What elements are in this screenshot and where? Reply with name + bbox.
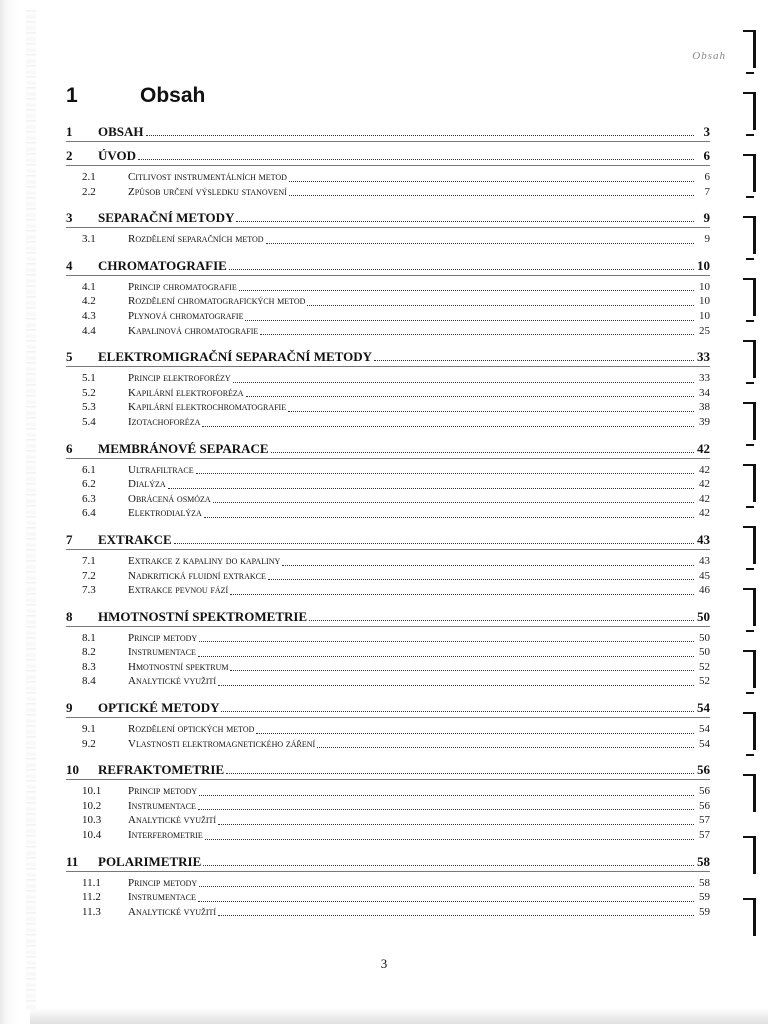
binding-tab-mark: [746, 568, 754, 570]
toc-section-title: Instrumentace: [128, 646, 196, 659]
toc-chapter-page: 50: [697, 608, 710, 624]
binding-tab: [743, 278, 756, 316]
toc-section-number: 4.2: [82, 295, 96, 308]
toc-dot-leader: [199, 641, 694, 642]
toc-section-number: 7.3: [82, 584, 96, 597]
toc-section-title: Obrácená osmóza: [128, 492, 211, 505]
toc-divider: [66, 275, 710, 276]
toc-section-number: 3.1: [82, 233, 96, 246]
toc-section-title: Princip elektroforézy: [128, 372, 231, 385]
toc-section-number: 5.2: [82, 386, 96, 399]
toc-section[interactable]: [66, 660, 710, 675]
toc-section[interactable]: [66, 905, 710, 920]
toc-section-page: 38: [699, 401, 710, 414]
toc-dot-leader: [268, 579, 694, 580]
toc-dot-leader: [199, 795, 694, 796]
toc-dot-leader: [236, 221, 694, 222]
scan-bottom-edge: [30, 1008, 768, 1024]
toc-section-title: Rozdělení chromatografických metod: [128, 295, 306, 308]
toc-section[interactable]: [66, 554, 710, 569]
toc-divider: [66, 141, 710, 142]
toc-chapter-number: 6: [66, 440, 73, 456]
binding-tab-mark: [746, 72, 754, 74]
toc-dot-leader: [282, 565, 694, 566]
toc-section-number: 10.1: [82, 785, 102, 798]
toc-section-page: 7: [704, 185, 710, 198]
toc-dot-leader: [289, 181, 694, 182]
toc-section-number: 5.4: [82, 415, 96, 428]
table-of-contents: [66, 118, 710, 924]
toc-divider: [66, 227, 710, 228]
page-title-number: 1: [66, 84, 78, 107]
toc-section-number: 10.2: [82, 799, 102, 812]
toc-section-page: 43: [699, 554, 710, 567]
toc-chapter[interactable]: [66, 148, 710, 163]
toc-gap: [66, 338, 710, 343]
toc-chapter[interactable]: [66, 258, 710, 273]
toc-section-title: Princip chromatografie: [128, 280, 237, 293]
binding-tab-mark: [746, 382, 754, 384]
toc-section-number: 4.1: [82, 280, 96, 293]
toc-section-title: Interferometrie: [128, 829, 203, 842]
toc-chapter-number: 8: [66, 608, 73, 624]
binding-tab: [743, 402, 756, 440]
toc-section-number: 7.2: [82, 569, 96, 582]
binding-tab-mark: [746, 134, 754, 136]
toc-section-page: 57: [699, 814, 710, 827]
toc-section[interactable]: [66, 386, 710, 401]
toc-section-number: 11.2: [82, 891, 101, 904]
binding-tab: [743, 650, 756, 688]
toc-section[interactable]: [66, 185, 710, 200]
toc-section[interactable]: [66, 492, 710, 507]
toc-dot-leader: [239, 290, 694, 291]
toc-section-title: Elektrodialýza: [128, 507, 202, 520]
binding-tab: [743, 464, 756, 502]
binding-tab-mark: [746, 258, 754, 260]
toc-section-page: 57: [699, 829, 710, 842]
binding-tab-mark: [746, 692, 754, 694]
toc-section[interactable]: [66, 631, 710, 646]
toc-divider: [66, 165, 710, 166]
toc-section-page: 10: [699, 309, 710, 322]
toc-section-number: 8.3: [82, 660, 96, 673]
toc-section-page: 56: [699, 785, 710, 798]
toc-section-title: Princip metody: [128, 876, 198, 889]
toc-section-page: 25: [699, 324, 710, 337]
toc-chapter-number: 3: [66, 210, 73, 226]
toc-chapter[interactable]: [66, 441, 710, 456]
toc-section-number: 6.2: [82, 478, 96, 491]
page-number: 3: [380, 956, 388, 971]
toc-section-title: Rozdělení separačních metod: [128, 233, 264, 246]
toc-section-number: 10.3: [82, 814, 102, 827]
toc-section-page: 52: [699, 675, 710, 688]
toc-dot-leader: [230, 670, 694, 671]
toc-section-title: Instrumentace: [128, 891, 196, 904]
toc-gap: [66, 247, 710, 252]
toc-section-page: 54: [699, 737, 710, 750]
toc-section-title: Citlivost instrumentálních metod: [128, 171, 287, 183]
toc-section[interactable]: [66, 737, 710, 752]
toc-chapter-title: EXTRAKCE: [98, 531, 172, 547]
toc-chapter-title: SEPARAČNÍ METODY: [98, 210, 235, 226]
toc-section-page: 42: [699, 463, 710, 476]
toc-chapter-number: 4: [66, 257, 73, 273]
toc-chapter-number: 1: [66, 124, 73, 139]
binding-tab-mark: [746, 320, 754, 322]
toc-section-title: Analytické využití: [128, 814, 217, 827]
toc-dot-leader: [174, 543, 694, 544]
toc-chapter[interactable]: [66, 762, 710, 777]
toc-section-page: 39: [699, 415, 710, 428]
toc-section[interactable]: [66, 415, 710, 430]
toc-section[interactable]: [66, 799, 710, 814]
toc-section[interactable]: [66, 813, 710, 828]
toc-dot-leader: [260, 334, 694, 335]
scan-spine-shadow: [26, 10, 36, 1010]
binding-tab: [743, 836, 756, 874]
toc-chapter-title: OBSAH: [98, 124, 144, 139]
toc-section-page: 59: [699, 905, 710, 918]
toc-divider: [66, 458, 710, 459]
toc-dot-leader: [229, 269, 694, 270]
toc-section-title: Instrumentace: [128, 799, 196, 812]
toc-section-page: 10: [699, 280, 710, 293]
toc-section-page: 50: [699, 631, 710, 644]
toc-section-number: 5.1: [82, 372, 96, 385]
toc-section-page: 45: [699, 569, 710, 582]
toc-section[interactable]: [66, 506, 710, 521]
toc-section-page: 56: [699, 799, 710, 812]
page-title-text: Obsah: [140, 84, 206, 107]
toc-section-title: Dialýza: [128, 478, 166, 491]
toc-dot-leader: [230, 594, 694, 595]
toc-section-title: Rozdělení optických metod: [128, 723, 255, 736]
toc-section[interactable]: [66, 170, 710, 185]
toc-section-title: Izotachoforéza: [128, 415, 201, 428]
toc-section-page: 42: [699, 507, 710, 520]
toc-dot-leader: [204, 517, 694, 518]
toc-section-title: Kapilární elektrochromatografie: [128, 401, 287, 414]
toc-section-page: 54: [699, 723, 710, 736]
toc-section-title: Ultrafiltrace: [128, 463, 194, 476]
toc-dot-leader: [203, 865, 694, 866]
toc-section[interactable]: [66, 569, 710, 584]
binding-tab: [743, 588, 756, 626]
toc-dot-leader: [246, 396, 694, 397]
toc-chapter[interactable]: [66, 210, 710, 225]
toc-chapter[interactable]: [66, 609, 710, 624]
toc-gap: [66, 521, 710, 526]
toc-section-title: Kapilární elektroforéza: [128, 386, 244, 399]
toc-dot-leader: [196, 473, 694, 474]
toc-section-page: 9: [704, 233, 710, 246]
toc-chapter-page: 33: [697, 349, 710, 365]
toc-chapter-number: 10: [66, 762, 79, 778]
toc-section[interactable]: [66, 280, 710, 295]
toc-chapter-title: ÚVOD: [98, 148, 137, 163]
binding-tab: [743, 898, 756, 936]
toc-section-page: 10: [699, 295, 710, 308]
toc-section-number: 2.2: [82, 185, 96, 198]
toc-dot-leader: [146, 135, 694, 136]
toc-dot-leader: [168, 488, 694, 489]
toc-section-title: Princip metody: [128, 785, 198, 798]
toc-section-page: 58: [699, 876, 710, 889]
toc-section[interactable]: [66, 645, 710, 660]
binding-tab: [743, 30, 756, 68]
toc-section-number: 7.1: [82, 554, 96, 567]
toc-gap: [66, 430, 710, 435]
toc-chapter-page: 58: [697, 853, 710, 869]
page-title: [66, 84, 205, 108]
toc-section[interactable]: [66, 463, 710, 478]
toc-gap: [66, 199, 710, 204]
toc-section-title: Kapalinová chromatografie: [128, 324, 259, 337]
toc-dot-leader: [374, 360, 694, 361]
binding-tab-mark: [746, 630, 754, 632]
toc-dot-leader: [199, 886, 694, 887]
toc-section-title: Princip metody: [128, 631, 198, 644]
toc-section[interactable]: [66, 722, 710, 737]
toc-chapter-page: 42: [697, 440, 710, 456]
toc-section-page: 33: [699, 372, 710, 385]
toc-chapter-title: ELEKTROMIGRAČNÍ SEPARAČNÍ METODY: [98, 349, 372, 365]
toc-section-title: Vlastnosti elektromagnetického záření: [128, 737, 316, 750]
toc-chapter-title: CHROMATOGRAFIE: [98, 257, 227, 273]
toc-section-number: 8.1: [82, 631, 96, 644]
toc-section-number: 6.1: [82, 463, 96, 476]
toc-section-number: 10.4: [82, 829, 102, 842]
toc-dot-leader: [271, 452, 694, 453]
toc-chapter-title: HMOTNOSTNÍ SPEKTROMETRIE: [98, 608, 308, 624]
toc-dot-leader: [198, 656, 694, 657]
binding-tab: [743, 216, 756, 254]
toc-gap: [66, 843, 710, 848]
toc-section[interactable]: [66, 324, 710, 339]
toc-dot-leader: [289, 195, 694, 196]
toc-dot-leader: [205, 839, 694, 840]
toc-dot-leader: [288, 411, 694, 412]
toc-chapter[interactable]: [66, 700, 710, 715]
toc-chapter-page: 54: [697, 700, 710, 716]
toc-divider: [66, 871, 710, 872]
toc-dot-leader: [213, 502, 694, 503]
toc-section[interactable]: [66, 583, 710, 598]
toc-dot-leader: [309, 620, 694, 621]
binding-tab: [743, 774, 756, 812]
toc-chapter-page: 43: [697, 531, 710, 547]
toc-chapter-page: 6: [703, 148, 710, 163]
toc-dot-leader: [266, 243, 694, 244]
toc-dot-leader: [198, 809, 694, 810]
toc-section-page: 42: [699, 492, 710, 505]
toc-dot-leader: [307, 305, 694, 306]
toc-chapter-title: MEMBRÁNOVÉ SEPARACE: [98, 440, 269, 456]
toc-chapter[interactable]: [66, 349, 710, 364]
toc-divider: [66, 779, 710, 780]
toc-section-number: 4.3: [82, 309, 96, 322]
toc-section[interactable]: [66, 232, 710, 247]
toc-section-number: 6.4: [82, 507, 96, 520]
toc-chapter-title: OPTICKÉ METODY: [98, 700, 220, 716]
toc-section-number: 8.2: [82, 646, 96, 659]
toc-section-number: 5.3: [82, 401, 96, 414]
toc-section[interactable]: [66, 890, 710, 905]
toc-dot-leader: [198, 901, 694, 902]
toc-dot-leader: [218, 915, 694, 916]
toc-gap: [66, 598, 710, 603]
toc-chapter-number: 7: [66, 531, 73, 547]
toc-section-title: Způsob určení výsledku stanovení: [128, 185, 287, 198]
toc-section-page: 34: [699, 386, 710, 399]
toc-section[interactable]: [66, 674, 710, 689]
toc-section-number: 11.1: [82, 876, 101, 889]
toc-section-page: 50: [699, 646, 710, 659]
toc-gap: [66, 689, 710, 694]
toc-divider: [66, 549, 710, 550]
binding-tab: [743, 526, 756, 564]
toc-divider: [66, 717, 710, 718]
binding-tab: [743, 92, 756, 130]
binding-tab: [743, 154, 756, 192]
toc-chapter-page: 56: [697, 762, 710, 778]
toc-dot-leader: [218, 824, 694, 825]
toc-section[interactable]: [66, 828, 710, 843]
toc-dot-leader: [317, 747, 694, 748]
binding-tab-mark: [746, 196, 754, 198]
toc-section-page: 59: [699, 891, 710, 904]
binding-tab-mark: [746, 444, 754, 446]
toc-section-page: 42: [699, 478, 710, 491]
toc-section-page: 46: [699, 584, 710, 597]
toc-dot-leader: [226, 773, 694, 774]
toc-section-title: Nadkritická fluidní extrakce: [128, 569, 266, 582]
toc-chapter-page: 9: [703, 210, 710, 226]
toc-dot-leader: [233, 382, 694, 383]
toc-chapter-number: 5: [66, 349, 73, 365]
toc-section[interactable]: [66, 477, 710, 492]
binding-tab-mark: [746, 506, 754, 508]
toc-section-number: 6.3: [82, 492, 96, 505]
toc-section-title: Analytické využití: [128, 905, 217, 918]
binding-tab: [743, 712, 756, 750]
toc-section-number: 9.2: [82, 737, 96, 750]
running-head: Obsah: [692, 50, 726, 62]
toc-divider: [66, 366, 710, 367]
toc-chapter[interactable]: [66, 532, 710, 547]
toc-section-page: 6: [704, 171, 710, 183]
toc-section-number: 4.4: [82, 324, 96, 337]
toc-dot-leader: [138, 159, 694, 160]
toc-section[interactable]: [66, 371, 710, 386]
toc-dot-leader: [202, 426, 694, 427]
toc-chapter-number: 11: [66, 853, 79, 869]
toc-section[interactable]: [66, 784, 710, 799]
toc-section-number: 8.4: [82, 675, 96, 688]
toc-dot-leader: [256, 733, 694, 734]
toc-section-number: 9.1: [82, 723, 96, 736]
binding-tab: [743, 340, 756, 378]
toc-section-number: 2.1: [82, 171, 96, 183]
toc-section-page: 52: [699, 660, 710, 673]
toc-chapter[interactable]: [66, 124, 710, 139]
toc-section-title: Analytické využití: [128, 675, 217, 688]
toc-chapter-title: REFRAKTOMETRIE: [98, 762, 225, 778]
binding-tab-mark: [746, 754, 754, 756]
toc-section-title: Extrakce z kapaliny do kapaliny: [128, 554, 281, 567]
toc-chapter-title: POLARIMETRIE: [98, 853, 202, 869]
toc-section-number: 11.3: [82, 905, 101, 918]
toc-section-title: Hmotnostní spektrum: [128, 660, 229, 673]
toc-divider: [66, 626, 710, 627]
toc-section[interactable]: [66, 876, 710, 891]
toc-chapter[interactable]: [66, 854, 710, 869]
toc-chapter-number: 9: [66, 700, 73, 716]
toc-dot-leader: [221, 711, 694, 712]
toc-gap: [66, 919, 710, 924]
toc-dot-leader: [245, 320, 694, 321]
toc-section[interactable]: [66, 400, 710, 415]
toc-dot-leader: [218, 685, 694, 686]
toc-section[interactable]: [66, 294, 710, 309]
toc-chapter-number: 2: [66, 148, 73, 163]
toc-section[interactable]: [66, 309, 710, 324]
toc-section-title: Extrakce pevnou fází: [128, 584, 229, 597]
binding-tabs: [738, 0, 768, 1024]
toc-chapter-page: 10: [697, 257, 710, 273]
toc-gap: [66, 751, 710, 756]
toc-section-title: Plynová chromatografie: [128, 309, 244, 322]
toc-chapter-page: 3: [703, 124, 710, 139]
